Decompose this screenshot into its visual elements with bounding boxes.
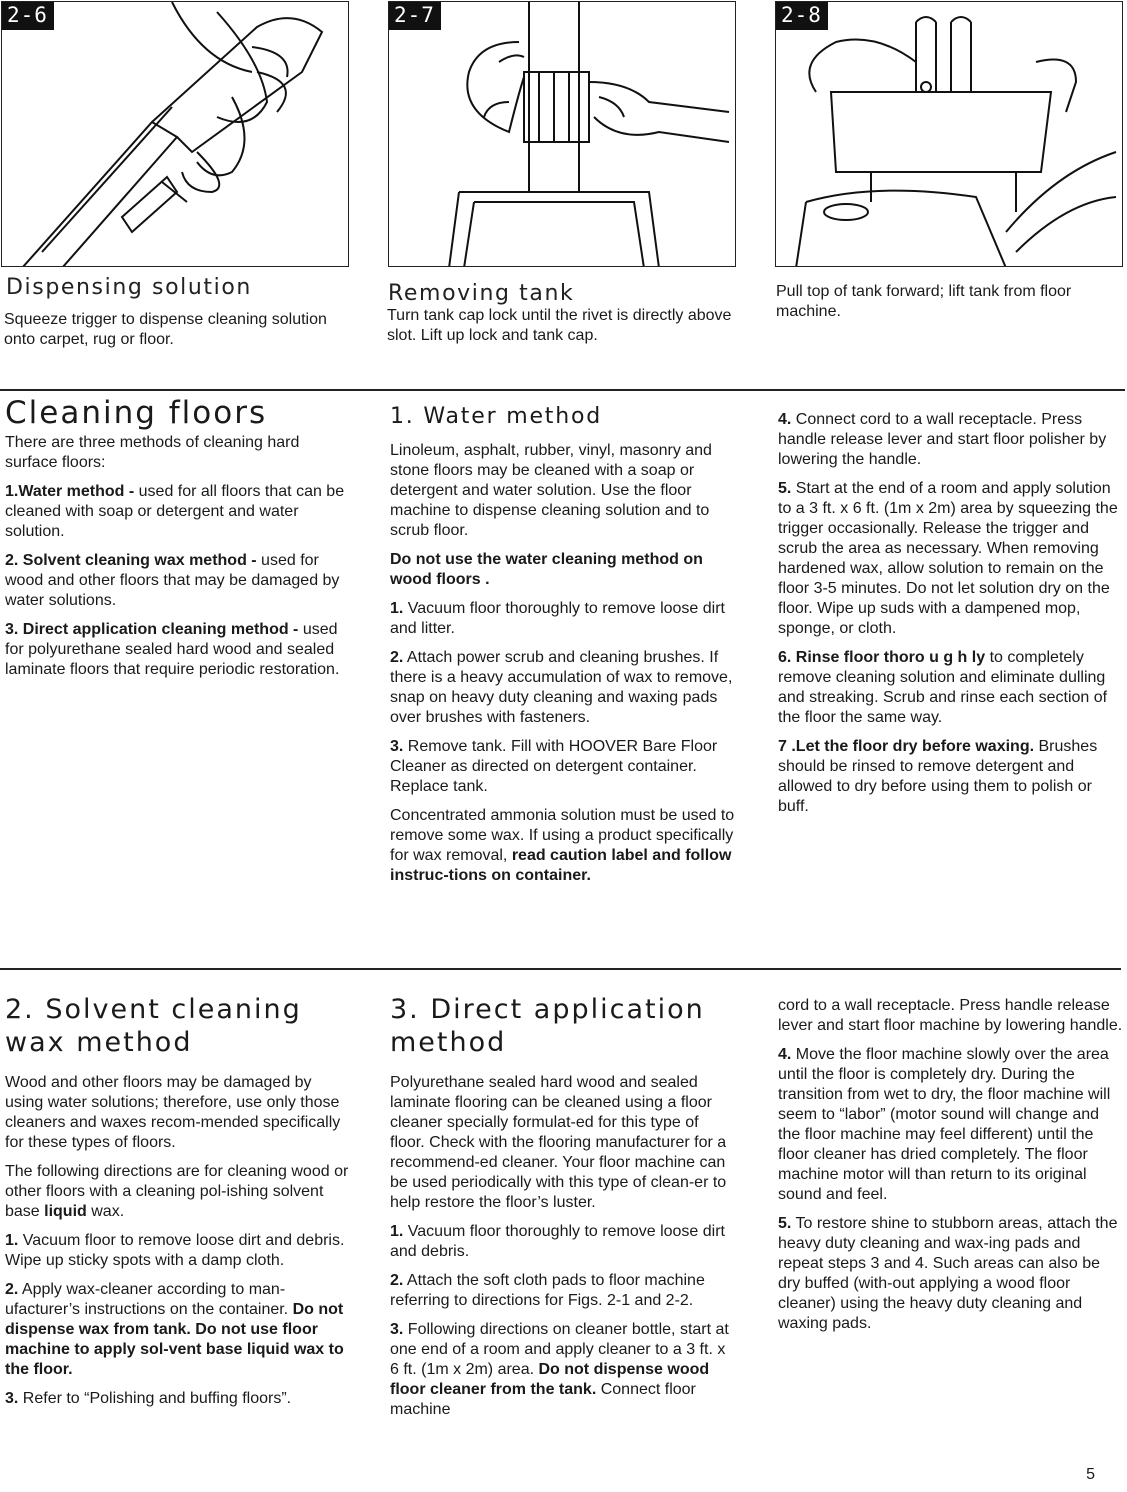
step-label: 6. Rinse floor thoro u g h ly	[778, 649, 986, 666]
step-text: Remove tank. Fill with HOOVER Bare Floor Cleaner as directed on detergent container. Replace tank.	[390, 738, 718, 795]
step-text: Start at the end of a room and apply solution to a 3 ft. x 6 ft. (1m x 2m) area by squeezing the trigger occasionally. Release the trigger and scrub the area as necessary. When removing hardened wax, allow solution to remain on the floor 3-5 minutes. Do not let solution dry on the floor. Wipe up suds with a dampened mop, sponge, or cloth.	[778, 480, 1118, 637]
step-text: Brushes should be rinsed to remove detergent and allowed to dry before using them to polish or buff.	[778, 738, 1098, 815]
figure-tag: 2-8	[776, 2, 828, 30]
warning	[390, 550, 736, 590]
method-text: used for all floors that can be cleaned with soap or detergent and water solution.	[5, 483, 345, 540]
step-number: 4.	[778, 411, 792, 428]
step-number: 3.	[390, 738, 404, 755]
section-divider	[0, 389, 1125, 391]
caution-text: read caution label and follow instruc-tions on container.	[390, 847, 732, 884]
figure-caption: Turn tank cap lock until the rivet is directly above slot. Lift up lock and tank cap.	[387, 307, 732, 344]
paragraph	[5, 1162, 350, 1222]
figure-2-7	[388, 1, 736, 267]
step	[778, 1214, 1123, 1334]
warning-text: Do not dispense wax from tank. Do not use floor machine to apply sol-vent base liquid wax to the floor.	[5, 1301, 344, 1378]
step	[390, 1222, 735, 1262]
figure-caption: Pull top of tank forward; lift tank from floor machine.	[776, 283, 1072, 320]
step-number: 3.	[5, 1390, 19, 1407]
water-method-section	[390, 404, 736, 895]
step-number: 2.	[390, 1272, 404, 1289]
method-text: used for wood and other floors that may be damaged by water solutions.	[5, 552, 340, 609]
step-text: Move the floor machine slowly over the area until the floor is completely dry. During the transition from wet to dry, the floor machine will seem to “labor” (motor sound will change and the floor machine may feel different) until the floor cleaner has dried completely. The floor machine motor will than return to its original sound and feel.	[778, 1046, 1111, 1203]
paragraph: Polyurethane sealed hard wood and sealed laminate flooring can be cleaned using a floor cleaner specially formulat-ed for this type of floor. Check with the flooring manufacturer for a recommend-ed cleaner. Your floor machine can be used periodically with this type of clean-er to help restore the floor’s luster.	[390, 1074, 727, 1211]
direct-method-continued	[778, 996, 1123, 1343]
tank-cap-illustration	[389, 2, 736, 267]
step	[390, 599, 736, 639]
method-label: 1.Water method -	[5, 483, 135, 500]
step-number: 2.	[5, 1281, 19, 1298]
step	[778, 479, 1123, 639]
step-text: Connect floor machine	[390, 1381, 696, 1418]
step-text: to completely remove cleaning solution and eliminate dulling and streaking. Scrub and rinse each section of the floor the same way.	[778, 649, 1108, 726]
step-text: Apply wax-cleaner according to man-ufacturer’s instructions on the container.	[5, 1281, 293, 1318]
step-text: Vacuum floor thoroughly to remove loose dirt and litter.	[390, 600, 725, 637]
figure-2-6	[1, 1, 349, 267]
step-number: 1.	[390, 600, 404, 617]
step	[390, 1271, 735, 1311]
step-number: 4.	[778, 1046, 792, 1063]
step	[778, 737, 1123, 817]
paragraph: Wood and other floors may be damaged by using water solutions; therefore, use only those cleaners and waxes recom-mended specifically for these types of floors.	[5, 1074, 341, 1151]
step	[5, 1231, 350, 1271]
paragraph-text: wax.	[86, 1203, 125, 1220]
step-number: 5.	[778, 480, 792, 497]
step-number: 1.	[390, 1223, 404, 1240]
step	[778, 648, 1123, 728]
step-text: Vacuum floor to remove loose dirt and debris. Wipe up sticky spots with a damp cloth.	[5, 1232, 345, 1269]
paragraph: cord to a wall receptacle. Press handle release lever and start floor machine by lowering handle.	[778, 997, 1123, 1034]
step-number: 5.	[778, 1215, 792, 1232]
step	[390, 737, 736, 797]
step-text: Attach the soft cloth pads to floor machine referring to directions for Figs. 2-1 and 2-2.	[390, 1272, 705, 1309]
direct-method-section	[390, 993, 735, 1429]
paragraph	[390, 806, 736, 886]
method-item	[5, 620, 350, 680]
step-label: 7 .Let the floor dry before waxing.	[778, 738, 1035, 755]
paragraph: There are three methods of cleaning hard surface floors:	[5, 434, 300, 471]
step-number: 2.	[390, 649, 404, 666]
solvent-method-section	[5, 993, 350, 1418]
paragraph-text: Concentrated ammonia solution must be used to remove some wax. If using a product specifically for wax removal,	[390, 807, 735, 864]
page-number: 5	[1086, 1466, 1095, 1483]
warning-text: Do not use the water cleaning method on wood floors .	[390, 551, 703, 588]
method-item	[5, 482, 350, 542]
method-item	[5, 551, 350, 611]
paragraph: Linoleum, asphalt, rubber, vinyl, masonry and stone floors may be cleaned with a soap or detergent and water solution. Use the floor machine to dispense cleaning solution and to scrub floor.	[390, 442, 712, 539]
step	[778, 410, 1123, 470]
step	[390, 1320, 735, 1420]
section-title: 3. Direct application method	[390, 994, 705, 1058]
hand-trigger-illustration	[2, 2, 349, 267]
step	[390, 648, 736, 728]
step-number: 1.	[5, 1232, 19, 1249]
emphasis: liquid	[44, 1203, 87, 1220]
figure-tag: 2-6	[2, 2, 54, 30]
lift-tank-illustration	[776, 2, 1123, 267]
method-label: 2. Solvent cleaning wax method -	[5, 552, 257, 569]
figure-2-8	[775, 1, 1123, 267]
step-text: Attach power scrub and cleaning brushes. If there is a heavy accumulation of wax to remove, snap on heavy duty cleaning and waxing pads over brushes with fasteners.	[390, 649, 733, 726]
step-text: Vacuum floor thoroughly to remove loose dirt and debris.	[390, 1223, 725, 1260]
figure-title: Removing tank	[388, 281, 575, 306]
method-text: used for polyurethane sealed hard wood and sealed laminate floors that require periodic restoration.	[5, 621, 340, 678]
step-text: Connect cord to a wall receptacle. Press handle release lever and start floor polisher by lowering the handle.	[778, 411, 1107, 468]
section-title: 1. Water method	[390, 404, 602, 429]
step-text: Refer to “Polishing and buffing floors”.	[18, 1390, 292, 1407]
section-divider	[0, 968, 1121, 970]
section-title: 2. Solvent cleaning wax method	[5, 994, 302, 1058]
cleaning-floors-section	[5, 395, 350, 689]
figure-caption: Squeeze trigger to dispense cleaning solution onto carpet, rug or floor.	[4, 311, 327, 348]
figure-title: Dispensing solution	[6, 275, 252, 300]
method-label: 3. Direct application cleaning method -	[5, 621, 299, 638]
section-title: Cleaning floors	[5, 395, 268, 431]
step	[5, 1280, 350, 1380]
step	[778, 1045, 1123, 1205]
figure-tag: 2-7	[389, 2, 441, 30]
step-text: To restore shine to stubborn areas, attach the heavy duty cleaning and wax-ing pads and repeat steps 3 and 4. Such areas can also be dry buffed (with-out applying a wood floor cleaner) using the heavy duty cleaning and waxing pads.	[778, 1215, 1118, 1332]
paragraph-text: The following directions are for cleaning wood or other floors with a cleaning pol-ishing solvent base	[5, 1163, 349, 1220]
step-number: 3.	[390, 1321, 404, 1338]
step	[5, 1389, 350, 1409]
water-method-continued	[778, 410, 1123, 826]
step-text: Following directions on cleaner bottle, start at one end of a room and apply cleaner to a 3 ft. x 6 ft. (1m x 2m) area.	[390, 1321, 729, 1378]
warning-text: Do not dispense wood floor cleaner from the tank.	[390, 1361, 710, 1398]
